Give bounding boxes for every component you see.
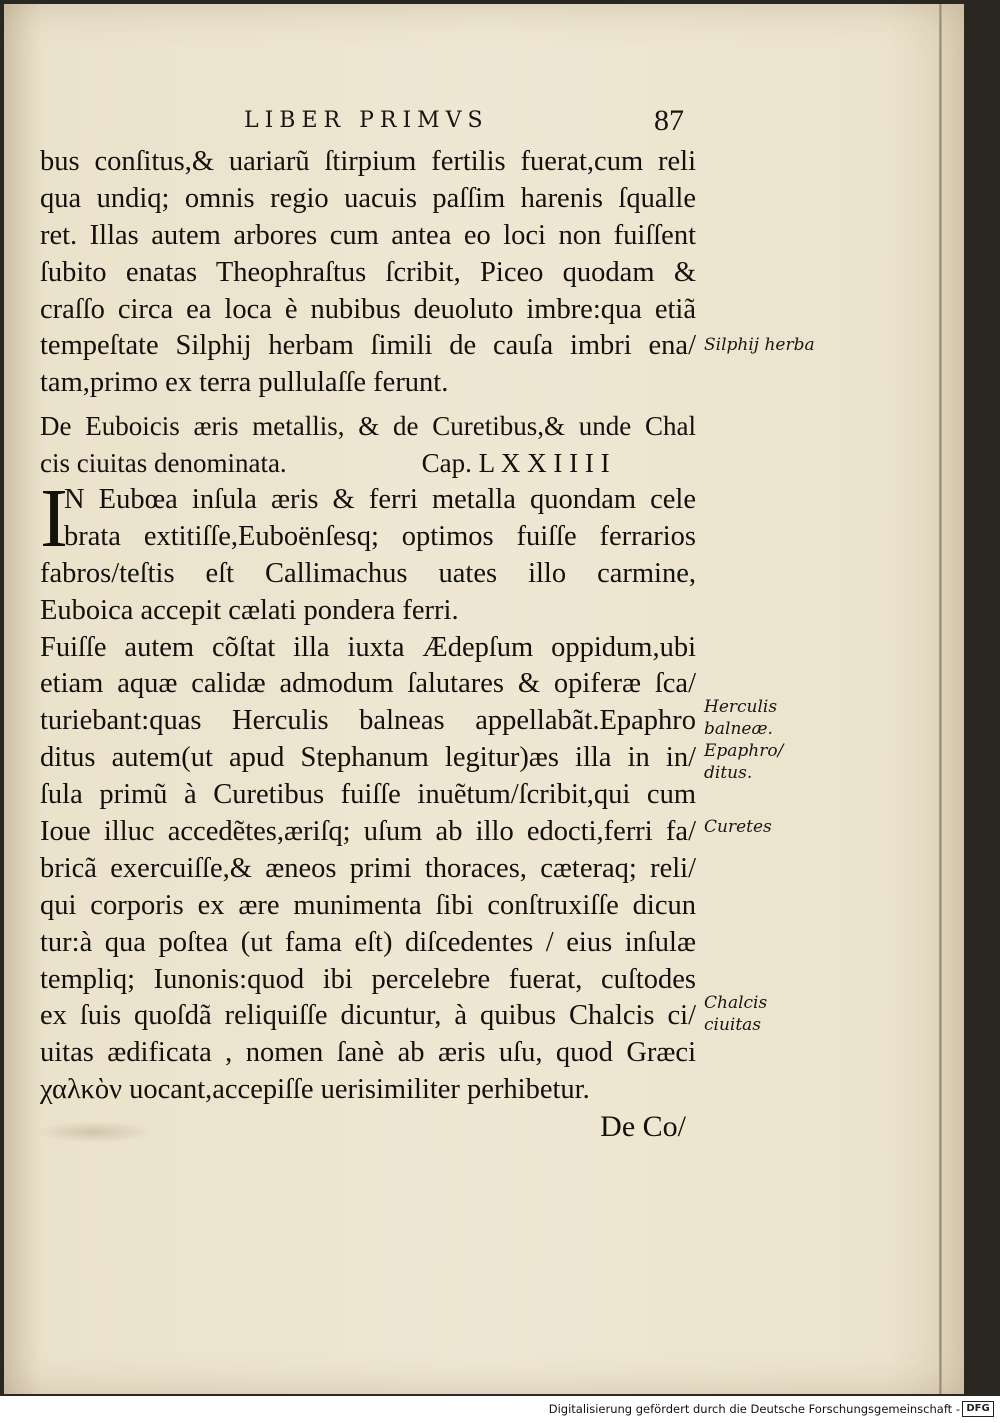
text-line: templiq; Iunonis:quod ibi percelebre fuerat, cuſtodes xyxy=(40,963,696,995)
text-line: qua undiq; omnis regio uacuis paſſim harenis ſqualle xyxy=(40,182,696,214)
text-line: fabros/teſtis eſt Callimachus uates illo carmine, xyxy=(40,557,696,589)
page-header xyxy=(244,104,684,144)
text-line: Fuiſſe autem cõſtat illa iuxta Ædepſum oppidum,ubi xyxy=(40,631,696,663)
text-line: etiam aquæ calidæ admodum ſalutares & opiferæ ſca/ xyxy=(40,668,696,700)
margin-note-line: ciuitas xyxy=(704,1015,762,1035)
text-line: ret. Illas autem arbores cum antea eo loci non fuiſſent xyxy=(40,219,696,251)
margin-note-line: balneæ. xyxy=(704,719,773,739)
digitization-footer xyxy=(0,1396,1000,1423)
catchword: De Co/ xyxy=(600,1110,686,1144)
margin-note-curetes: Curetes xyxy=(704,817,772,837)
text-line: tam,primo ex terra pullulaſſe ferunt. xyxy=(40,367,449,399)
page-edge xyxy=(939,4,942,1394)
drop-cap-paragraph-start xyxy=(40,472,696,566)
footer-credit: Digitalisierung gefördert durch die Deutsche Forschungsgemeinschaft - xyxy=(548,1402,960,1416)
text-line: N Eubœa inſula æris & ferri metalla quondam cele xyxy=(64,484,696,516)
text-line: uitas ædificata , nomen ſanè ab æris uſu, quod Græci xyxy=(40,1037,696,1069)
book-page xyxy=(4,4,964,1394)
drop-capital: I xyxy=(40,472,68,566)
text-line: Ioue illuc accedẽtes,æriſq; uſum ab illo edocti,ferri fa/ xyxy=(40,816,696,848)
dfg-logo-icon: DFG xyxy=(962,1401,994,1417)
margin-note-line: Chalcis xyxy=(704,993,768,1013)
text-line: ditus autem(ut apud Stephanum legitur)æs illa in in/ xyxy=(40,742,696,774)
text-line: tur:à qua poſtea (ut fama eſt) diſcedentes / eius inſulæ xyxy=(40,926,696,958)
paragraph-euboea xyxy=(40,556,696,1146)
margin-note-silphij: Silphij herba xyxy=(704,335,815,355)
text-line: χαλκὸν uocant,accepiſſe uerisimiliter perhibetur. xyxy=(40,1074,590,1106)
margin-note-herculis xyxy=(704,696,783,784)
verse-line: Euboica accepit cælati pondera ferri. xyxy=(40,594,459,626)
margin-note-chalcis xyxy=(704,992,767,1036)
text-line: ſula primũ à Curetibus fuiſſe inuẽtum/ſcribit,qui cum xyxy=(40,779,696,811)
heading-line: cis ciuitas denominata. Cap. L X X I I I I xyxy=(40,448,610,479)
text-line: brata extitiſſe,Euboënſesq; optimos fuiſſe ferrarios xyxy=(64,520,696,552)
text-line: turiebant:quas Herculis balneas appellabãt.Epaphro xyxy=(40,705,696,737)
text-line: tempeſtate Silphij herbam ſimili de cauſa imbri ena/ xyxy=(40,330,696,362)
folio-number: 87 xyxy=(654,104,684,137)
main-text-block xyxy=(40,144,696,1146)
margin-note-line: Epaphro/ xyxy=(704,741,784,761)
paragraph-silphium xyxy=(40,144,696,402)
margin-note-line: ditus. xyxy=(704,763,753,783)
margin-note-line: Herculis xyxy=(704,697,778,717)
text-line: bricã exercuiſſe,& æneos primi thoraces, cæteraq; reli/ xyxy=(40,852,696,884)
text-line: ſubito enatas Theophraſtus ſcribit, Piceo quodam & xyxy=(40,256,696,288)
heading-line: De Euboicis æris metallis, & de Curetibus,& unde Chal xyxy=(40,411,696,442)
text-line: craſſo circa ea loca è nubibus deuoluto imbre:qua etiã xyxy=(40,293,696,325)
running-title: LIBER PRIMVS xyxy=(244,108,489,133)
text-line: qui corporis ex ære munimenta ſibi conſtruxiſſe dicun xyxy=(40,889,696,921)
ink-blot xyxy=(34,1121,154,1143)
text-line: bus conſitus,& uariarũ ſtirpium fertilis fuerat,cum reli xyxy=(40,146,696,177)
chapter-heading xyxy=(40,408,696,482)
text-line: ex ſuis quoſdã reliquiſſe dicuntur, à quibus Chalcis ci/ xyxy=(40,1000,696,1032)
